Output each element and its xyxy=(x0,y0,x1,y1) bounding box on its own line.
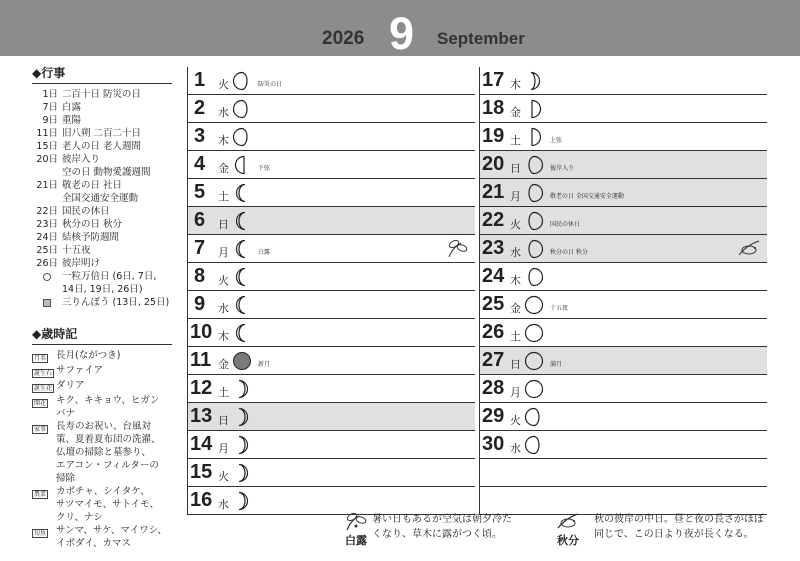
event-row xyxy=(32,166,172,179)
day-number: 9 xyxy=(194,293,206,315)
event-text: 敬老の日 社日 xyxy=(62,180,123,191)
weekday: 日 xyxy=(510,358,521,371)
day-row xyxy=(187,431,475,459)
moon-phase-icon xyxy=(524,99,544,119)
saijiki-line: バナ xyxy=(56,408,76,419)
day-note: 防災の日 xyxy=(258,81,283,88)
day-row xyxy=(479,291,767,319)
calendar-column-right xyxy=(479,67,767,515)
saijiki-tag-box: 開花 xyxy=(34,400,47,407)
weekday: 土 xyxy=(510,330,521,343)
moon-phase-icon xyxy=(524,295,544,315)
leaf-icon xyxy=(343,510,369,532)
day-number: 4 xyxy=(194,153,206,175)
year-label: 2026 xyxy=(322,28,365,49)
day-row xyxy=(479,319,767,347)
day-row xyxy=(479,263,767,291)
moon-phase-icon xyxy=(232,491,252,511)
footer-shubun-icon xyxy=(550,510,586,548)
saijiki-tag-box: 農業 xyxy=(34,491,47,498)
day-number: 15 xyxy=(190,461,213,483)
event-row xyxy=(32,88,172,101)
moon-phase-icon xyxy=(524,379,544,399)
weekday: 日 xyxy=(218,218,229,231)
day-row xyxy=(187,67,475,95)
moon-phase-icon xyxy=(232,211,252,231)
event-date: 11日 xyxy=(36,128,58,139)
saijiki-list xyxy=(32,349,172,550)
saijiki-text xyxy=(56,394,172,420)
event-text: 彼岸明け xyxy=(62,258,101,269)
saijiki-line: 掃除 xyxy=(56,473,76,484)
day-note: 満月 xyxy=(550,361,563,368)
moon-phase-icon xyxy=(524,239,544,259)
day-row xyxy=(479,67,767,95)
saijiki-tag xyxy=(32,349,56,364)
event-row xyxy=(32,231,172,244)
footer-hakuro-line: 暑い日もあるが空気は朝夕冷た xyxy=(372,514,512,525)
event-text: 重陽 xyxy=(62,115,82,126)
day-row xyxy=(187,179,475,207)
moon-phase-icon xyxy=(524,407,544,427)
saijiki-row xyxy=(32,379,172,394)
moon-phase-icon xyxy=(524,267,544,287)
day-note: 彼岸入り xyxy=(550,165,575,172)
saijiki-title: ◆歳時記 xyxy=(32,325,172,345)
weekday: 水 xyxy=(218,498,229,511)
empty-row xyxy=(479,487,767,515)
event-row xyxy=(32,140,172,153)
weekday: 火 xyxy=(510,414,521,427)
day-number: 8 xyxy=(194,265,206,287)
sidebar xyxy=(32,64,172,550)
saijiki-tag xyxy=(32,420,56,485)
day-number: 1 xyxy=(194,69,206,91)
footer-hakuro-line: くなり、草木に露がつく頃。 xyxy=(372,529,502,540)
event-date: 22日 xyxy=(36,206,58,217)
moon-phase-icon xyxy=(232,127,252,147)
event-row xyxy=(32,205,172,218)
day-note: 秋分の日 秋分 xyxy=(550,249,588,256)
weekday: 火 xyxy=(218,274,229,287)
saijiki-line: キク、キキョウ、ヒガン xyxy=(56,395,160,406)
weekday: 火 xyxy=(218,470,229,483)
event-text: 結核予防週間 xyxy=(62,232,120,243)
saijiki-row xyxy=(32,364,172,379)
weekday: 月 xyxy=(218,246,229,259)
weekday: 土 xyxy=(218,190,229,203)
event-text: 十五夜 xyxy=(62,245,91,256)
day-row xyxy=(479,123,767,151)
moon-phase-icon xyxy=(232,435,252,455)
day-number: 27 xyxy=(482,349,505,371)
legend-row xyxy=(32,296,172,309)
saijiki-tag-box: 家事 xyxy=(34,426,47,433)
events-title: ◆行事 xyxy=(32,64,172,84)
saijiki-tag-box: 月名 xyxy=(34,355,47,362)
day-number: 16 xyxy=(190,489,213,511)
legend-text: 三りんぼう (13日, 25日) xyxy=(62,297,170,308)
moon-phase-icon xyxy=(524,351,544,371)
circle-icon xyxy=(43,273,51,281)
footer-shubun-line: 同じで、この日より夜が長くなる。 xyxy=(594,529,754,540)
leaf-icon xyxy=(445,237,469,259)
event-text: 老人の日 老人週間 xyxy=(62,141,142,152)
day-row xyxy=(187,235,475,263)
header-bar xyxy=(0,0,800,59)
saijiki-row xyxy=(32,420,172,485)
day-number: 7 xyxy=(194,237,206,259)
saijiki-line: 長月(ながつき) xyxy=(56,350,121,361)
day-number: 13 xyxy=(190,405,213,427)
day-number: 5 xyxy=(194,181,206,203)
day-number: 18 xyxy=(482,97,505,119)
day-number: 14 xyxy=(190,433,213,455)
saijiki-row xyxy=(32,524,172,550)
weekday: 木 xyxy=(218,330,229,343)
day-note: 白露 xyxy=(258,249,271,256)
saijiki-text xyxy=(56,349,172,364)
saijiki-line: エアコン・フィルターの xyxy=(56,460,159,471)
weekday: 土 xyxy=(218,386,229,399)
day-row xyxy=(187,291,475,319)
event-row xyxy=(32,153,172,166)
event-date: 9日 xyxy=(42,115,58,126)
weekday: 水 xyxy=(510,246,521,259)
legend-mark xyxy=(32,296,62,309)
day-note: 国民の休日 xyxy=(550,221,581,228)
event-text: 空の日 動物愛護週間 xyxy=(62,167,151,178)
saijiki-tag-box: 誕生石 xyxy=(34,370,53,377)
weekday: 火 xyxy=(218,78,229,91)
day-row xyxy=(187,459,475,487)
day-row xyxy=(187,207,475,235)
moon-phase-icon xyxy=(232,379,252,399)
event-text: 秋分の日 秋分 xyxy=(62,219,123,230)
event-date: 23日 xyxy=(36,219,58,230)
saijiki-line: サファイア xyxy=(56,365,104,376)
day-number: 30 xyxy=(482,433,505,455)
footer-hakuro-icon xyxy=(338,510,374,548)
saijiki-tag-box: 誕生花 xyxy=(34,385,53,392)
moon-phase-icon xyxy=(524,127,544,147)
event-text: 白露 xyxy=(62,102,82,113)
legend-row xyxy=(32,270,172,283)
event-row xyxy=(32,257,172,270)
saijiki-line: ダリア xyxy=(56,380,85,391)
saijiki-row xyxy=(32,485,172,524)
moon-phase-icon xyxy=(232,99,252,119)
footer-hakuro-label: 白露 xyxy=(345,534,367,547)
event-row xyxy=(32,179,172,192)
empty-row xyxy=(479,459,767,487)
moon-phase-icon xyxy=(232,463,252,483)
day-note: 下弦 xyxy=(258,165,271,172)
events-list xyxy=(32,88,172,270)
legend-row xyxy=(32,283,172,296)
day-row xyxy=(479,347,767,375)
calendar-column-left xyxy=(187,67,475,515)
saijiki-line: 長寿のお祝い、台風対 xyxy=(56,421,152,432)
moon-phase-icon xyxy=(232,71,252,91)
moon-phase-icon xyxy=(524,183,544,203)
moon-phase-icon xyxy=(524,71,544,91)
event-text: 国民の休日 xyxy=(62,206,110,217)
day-number: 24 xyxy=(482,265,505,287)
event-date: 20日 xyxy=(36,154,58,165)
weekday: 月 xyxy=(510,190,521,203)
day-number: 20 xyxy=(482,153,505,175)
day-number: 2 xyxy=(194,97,206,119)
saijiki-line: サンマ、サケ、マイワシ、 xyxy=(56,525,167,536)
event-text: 二百十日 防災の日 xyxy=(62,89,142,100)
footer-shubun-line: 秋の彼岸の中日。昼と夜の長さがほぼ xyxy=(594,514,764,525)
day-row xyxy=(187,263,475,291)
day-number: 25 xyxy=(482,293,505,315)
day-note: 上弦 xyxy=(550,137,563,144)
saijiki-text xyxy=(56,524,172,550)
day-number: 6 xyxy=(194,209,206,231)
event-date: 1日 xyxy=(42,89,58,100)
saijiki-row xyxy=(32,394,172,420)
day-row xyxy=(479,95,767,123)
legend-list xyxy=(32,270,172,309)
event-text: 彼岸入り xyxy=(62,154,101,165)
event-date: 21日 xyxy=(36,180,58,191)
day-number: 22 xyxy=(482,209,505,231)
day-row xyxy=(479,403,767,431)
day-note: 新月 xyxy=(258,361,271,368)
event-date: 24日 xyxy=(36,232,58,243)
day-row xyxy=(479,207,767,235)
saijiki-line: クリ、ナシ xyxy=(56,512,103,523)
day-row xyxy=(479,431,767,459)
weekday: 水 xyxy=(218,106,229,119)
moon-phase-icon xyxy=(232,323,252,343)
saijiki-tag-box: 旬魚 xyxy=(34,530,47,537)
saijiki-line: サツマイモ、サトイモ、 xyxy=(56,499,160,510)
weekday: 日 xyxy=(510,162,521,175)
weekday: 水 xyxy=(218,302,229,315)
event-text: 全国交通安全運動 xyxy=(62,193,139,204)
day-number: 3 xyxy=(194,125,206,147)
saijiki-text xyxy=(56,420,172,485)
weekday: 月 xyxy=(510,386,521,399)
legend-mark xyxy=(32,283,62,296)
square-icon xyxy=(43,299,51,307)
weekday: 水 xyxy=(510,442,521,455)
weekday: 土 xyxy=(510,134,521,147)
day-number: 11 xyxy=(190,349,212,371)
event-date xyxy=(32,166,62,179)
day-row xyxy=(187,347,475,375)
weekday: 金 xyxy=(218,162,229,175)
day-row xyxy=(187,95,475,123)
event-date: 15日 xyxy=(36,141,58,152)
day-number: 28 xyxy=(482,377,505,399)
saijiki-tag xyxy=(32,379,56,394)
footer-shubun-text xyxy=(594,512,764,542)
saijiki-text xyxy=(56,379,172,394)
day-row xyxy=(187,487,475,515)
saijiki-line: イボダイ、カマス xyxy=(56,538,131,549)
day-number: 19 xyxy=(482,125,505,147)
bird-icon xyxy=(554,510,582,532)
legend-mark xyxy=(32,270,62,283)
footer-hakuro-text xyxy=(372,512,512,542)
event-date: 25日 xyxy=(36,245,58,256)
day-row xyxy=(479,179,767,207)
weekday: 金 xyxy=(510,106,521,119)
day-number: 29 xyxy=(482,405,505,427)
legend-text: 一粒万倍日 (6日, 7日, xyxy=(62,271,157,282)
moon-phase-icon xyxy=(524,211,544,231)
day-row xyxy=(479,375,767,403)
moon-phase-icon xyxy=(232,295,252,315)
day-number: 10 xyxy=(190,321,213,343)
moon-phase-icon xyxy=(232,155,252,175)
weekday: 火 xyxy=(510,218,521,231)
saijiki-tag xyxy=(32,394,56,420)
day-number: 12 xyxy=(190,377,213,399)
event-row xyxy=(32,192,172,205)
saijiki-line: 仏壇の掃除と墓参り、 xyxy=(56,447,152,458)
moon-phase-icon xyxy=(524,435,544,455)
day-row xyxy=(187,151,475,179)
day-number: 26 xyxy=(482,321,505,343)
moon-phase-icon xyxy=(232,183,252,203)
weekday: 金 xyxy=(218,358,229,371)
event-row xyxy=(32,244,172,257)
day-number: 23 xyxy=(482,237,505,259)
event-date: 7日 xyxy=(42,102,58,113)
day-row xyxy=(479,235,767,263)
weekday: 月 xyxy=(218,442,229,455)
weekday: 金 xyxy=(510,302,521,315)
month-english: September xyxy=(437,29,525,48)
day-row xyxy=(187,123,475,151)
event-date: 26日 xyxy=(36,258,58,269)
saijiki-row xyxy=(32,349,172,364)
event-row xyxy=(32,127,172,140)
moon-phase-icon xyxy=(524,155,544,175)
day-row xyxy=(479,151,767,179)
day-number: 21 xyxy=(482,181,505,203)
event-row xyxy=(32,114,172,127)
month-number: 9 xyxy=(389,8,415,59)
saijiki-line: カボチャ、シイタケ、 xyxy=(56,486,150,497)
footer-shubun-label: 秋分 xyxy=(557,534,579,547)
weekday: 木 xyxy=(218,134,229,147)
event-text: 旧八朔 二百二十日 xyxy=(62,128,142,139)
moon-phase-icon xyxy=(232,239,252,259)
day-row xyxy=(187,375,475,403)
bird-icon xyxy=(737,237,761,259)
saijiki-text xyxy=(56,485,172,524)
saijiki-tag xyxy=(32,364,56,379)
moon-phase-icon xyxy=(232,407,252,427)
saijiki-tag xyxy=(32,485,56,524)
event-date xyxy=(32,192,62,205)
day-row xyxy=(187,319,475,347)
weekday: 木 xyxy=(510,274,521,287)
moon-phase-icon xyxy=(524,323,544,343)
event-row xyxy=(32,101,172,114)
day-note: 敬老の日 全国交通安全運動 xyxy=(550,193,624,200)
day-note: 十五夜 xyxy=(550,305,569,312)
saijiki-tag xyxy=(32,524,56,550)
saijiki-text xyxy=(56,364,172,379)
event-row xyxy=(32,218,172,231)
day-number: 17 xyxy=(482,69,505,91)
saijiki-line: 策、夏着夏布団の洗濯、 xyxy=(56,434,161,445)
weekday: 木 xyxy=(510,78,521,91)
moon-phase-icon xyxy=(232,267,252,287)
day-row xyxy=(187,403,475,431)
moon-phase-icon xyxy=(232,351,252,371)
weekday: 日 xyxy=(218,414,229,427)
legend-text: 14日, 19日, 26日) xyxy=(62,284,143,295)
